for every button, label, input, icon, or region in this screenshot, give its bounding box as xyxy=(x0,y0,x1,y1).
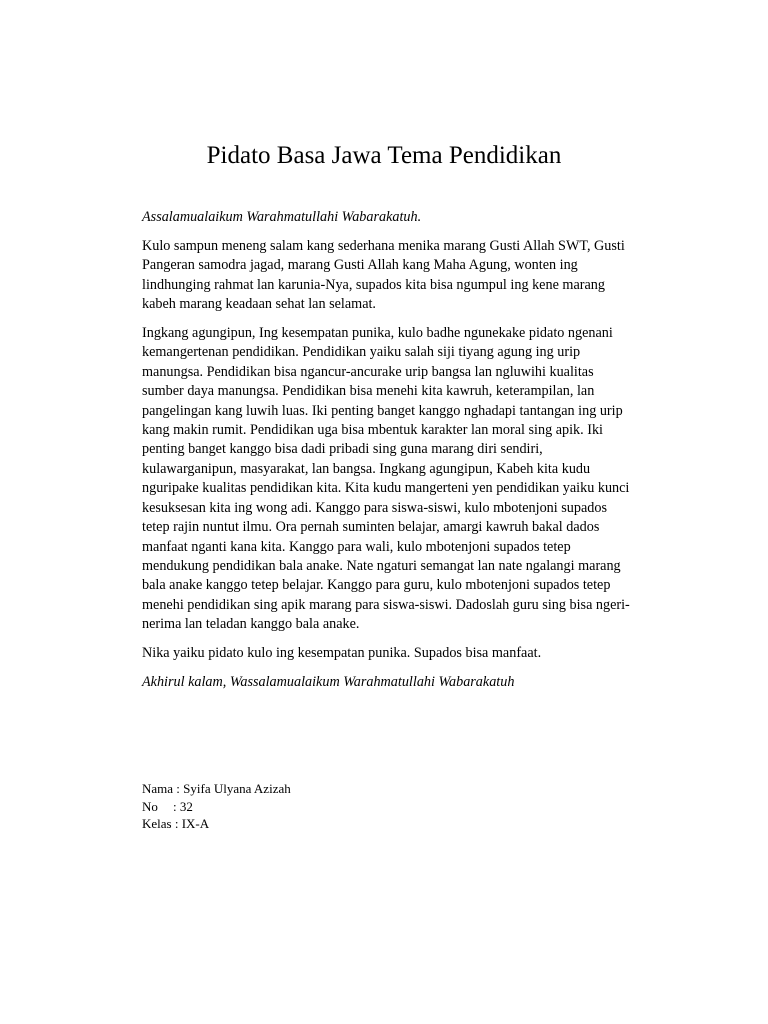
name-row xyxy=(142,780,291,798)
name-label: Nama : xyxy=(142,781,184,796)
signature-block xyxy=(142,780,291,833)
number-label: No xyxy=(142,798,158,814)
name-value: Syifa Ulyana Azizah xyxy=(183,781,291,796)
paragraph-conclusion: Nika yaiku pidato kulo ing kesempatan punika. Supados bisa manfaat. xyxy=(142,645,542,662)
class-row xyxy=(142,815,291,833)
greeting: Assalamualaikum Warahmatullahi Wabarakatuh. xyxy=(142,209,422,225)
class-value: IX-A xyxy=(181,816,210,831)
speech-body xyxy=(142,208,632,702)
number-row xyxy=(142,798,291,816)
document-title: Pidato Basa Jawa Tema Pendidikan xyxy=(206,142,562,169)
number-value: : 32 xyxy=(173,798,193,814)
paragraph-main: Ingkang agungipun, Ing kesempatan punika, kulo badhe ngunekake pidato ngenani kemangertenan pendidikan. Pendidikan yaiku salah siji tiyang agung ing urip manungsa. Pendidikan bisa ngancur-ancurake urip bangsa lan ngluwihi kualitas sumber daya manungsa. Pendidikan bisa menehi kita kawruh, keterampilan, lan pangelingan kang luwih luas. Iki penting banget kanggo nghadapi tantangan ing urip kang makin rumit. Pendidikan uga bisa mbentuk karakter lan moral sing apik. Iki penting banget kanggo bisa dadi pribadi sing guna marang diri sendiri, kulawarganipun, masyarakat, lan bangsa. Ingkang agungipun, Kabeh kita kudu nguripake kualitas pendidikan kita. Kita kudu mangerteni yen pendidikan yaiku kunci kesuksesan kita ing wong adi. Kanggo para siswa-siswi, kulo mbotenjoni supados tetep rajin nuntut ilmu. Ora pernah suminten belajar, amargi kawruh bakal dados manfaat nganti kana kita. Kanggo para wali, kulo mbotenjoni supados tetep mendukung pendidikan bala anake. Nate ngaturi semangat lan nate ngalangi marang bala anake kanggo tetep belajar. Kanggo para guru, kulo mbotenjoni supados tetep menehi pendidikan sing apik marang para siswa-siswi. Dadoslah guru sing bisa ngeri-nerima lan teladan kanggo bala anake. xyxy=(142,325,630,633)
class-label: Kelas : xyxy=(142,816,182,831)
paragraph-opening: Kulo sampun meneng salam kang sederhana menika marang Gusti Allah SWT, Gusti Pangeran samodra jagad, marang Gusti Allah kang Maha Agung, wonten ing lindhunging rahmat lan karunia-Nya, supados kita bisa ngumpul ing kene marang kabeh marang keadaan sehat lan selamat. xyxy=(142,237,625,313)
closing: Akhirul kalam, Wassalamualaikum Warahmatullahi Wabarakatuh xyxy=(142,673,515,690)
